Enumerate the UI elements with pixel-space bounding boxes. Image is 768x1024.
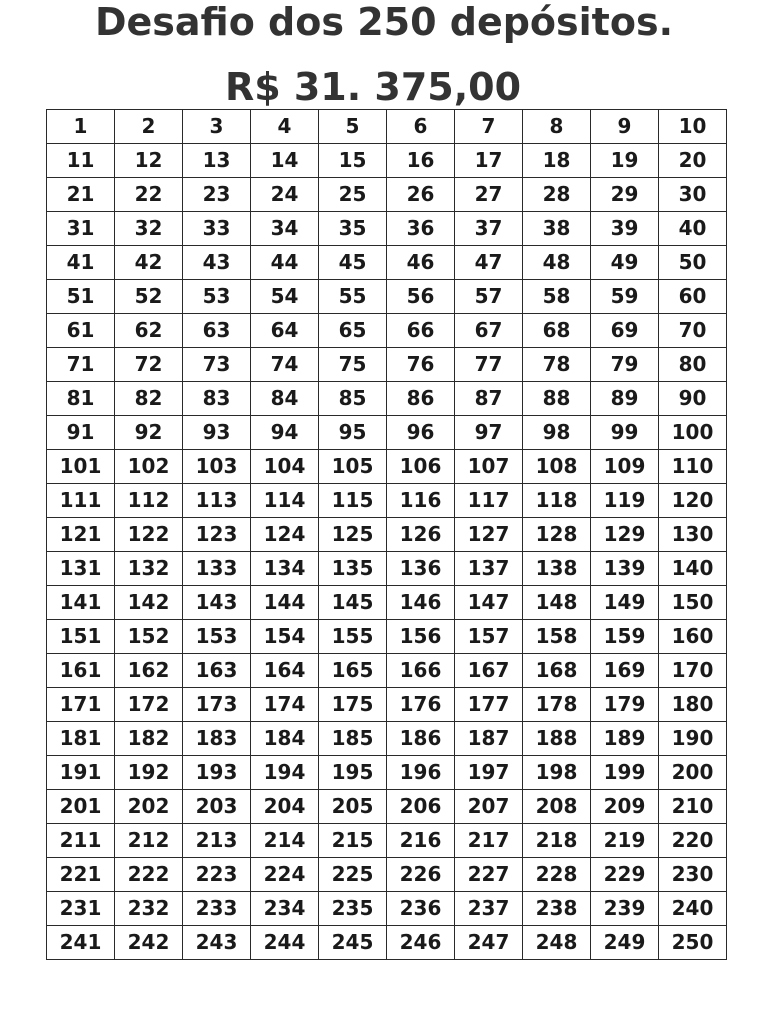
deposit-cell: 231 [47,892,115,926]
deposit-cell: 233 [183,892,251,926]
grid-row [47,892,727,926]
deposit-cell: 10 [659,110,727,144]
deposit-cell: 23 [183,178,251,212]
deposit-cell: 149 [591,586,659,620]
deposit-cell: 182 [115,722,183,756]
deposit-cell: 63 [183,314,251,348]
deposit-cell: 151 [47,620,115,654]
deposit-cell: 54 [251,280,319,314]
grid-row [47,382,727,416]
deposit-cell: 209 [591,790,659,824]
grid-row [47,756,727,790]
deposit-cell: 206 [387,790,455,824]
deposit-cell: 84 [251,382,319,416]
deposit-cell: 192 [115,756,183,790]
deposit-cell: 155 [319,620,387,654]
grid-row [47,144,727,178]
deposit-cell: 145 [319,586,387,620]
deposit-cell: 85 [319,382,387,416]
deposit-cell: 7 [455,110,523,144]
deposit-cell: 127 [455,518,523,552]
deposit-cell: 232 [115,892,183,926]
page-title: Desafio dos 250 depósitos. [94,0,674,44]
deposit-cell: 142 [115,586,183,620]
deposit-cell: 243 [183,926,251,960]
deposit-cell: 140 [659,552,727,586]
deposit-cell: 13 [183,144,251,178]
deposit-cell: 136 [387,552,455,586]
deposit-cell: 204 [251,790,319,824]
deposit-cell: 39 [591,212,659,246]
deposit-cell: 14 [251,144,319,178]
deposit-cell: 106 [387,450,455,484]
deposit-cell: 55 [319,280,387,314]
deposit-cell: 213 [183,824,251,858]
grid-row [47,314,727,348]
deposit-cell: 71 [47,348,115,382]
deposit-cell: 52 [115,280,183,314]
deposit-cell: 171 [47,688,115,722]
deposit-cell: 29 [591,178,659,212]
deposit-cell: 161 [47,654,115,688]
deposit-cell: 172 [115,688,183,722]
deposit-cell: 126 [387,518,455,552]
deposit-cell: 51 [47,280,115,314]
grid-row [47,858,727,892]
deposit-cell: 38 [523,212,591,246]
deposit-cell: 177 [455,688,523,722]
deposit-cell: 163 [183,654,251,688]
grid-row [47,416,727,450]
deposit-cell: 11 [47,144,115,178]
deposit-cell: 110 [659,450,727,484]
deposit-cell: 60 [659,280,727,314]
deposit-cell: 8 [523,110,591,144]
deposit-cell: 181 [47,722,115,756]
deposit-cell: 184 [251,722,319,756]
deposit-cell: 196 [387,756,455,790]
deposit-cell: 70 [659,314,727,348]
deposit-cell: 185 [319,722,387,756]
deposit-cell: 150 [659,586,727,620]
deposit-cell: 92 [115,416,183,450]
deposit-cell: 236 [387,892,455,926]
deposit-cell: 159 [591,620,659,654]
deposit-cell: 144 [251,586,319,620]
grid-row [47,450,727,484]
deposit-cell: 162 [115,654,183,688]
deposit-cell: 132 [115,552,183,586]
deposit-cell: 47 [455,246,523,280]
grid-row [47,824,727,858]
deposit-cell: 211 [47,824,115,858]
deposit-cell: 141 [47,586,115,620]
deposit-cell: 249 [591,926,659,960]
deposit-cell: 205 [319,790,387,824]
deposit-cell: 240 [659,892,727,926]
grid-row [47,620,727,654]
deposit-cell: 26 [387,178,455,212]
deposit-cell: 186 [387,722,455,756]
deposit-cell: 34 [251,212,319,246]
deposit-cell: 20 [659,144,727,178]
deposit-cell: 203 [183,790,251,824]
deposit-cell: 208 [523,790,591,824]
deposit-cell: 176 [387,688,455,722]
deposit-cell: 6 [387,110,455,144]
deposit-cell: 128 [523,518,591,552]
deposit-cell: 118 [523,484,591,518]
deposit-cell: 109 [591,450,659,484]
deposit-cell: 193 [183,756,251,790]
deposit-cell: 50 [659,246,727,280]
deposit-cell: 241 [47,926,115,960]
grid-row [47,552,727,586]
deposit-cell: 220 [659,824,727,858]
deposit-cell: 246 [387,926,455,960]
deposit-cell: 121 [47,518,115,552]
deposit-cell: 214 [251,824,319,858]
deposit-cell: 95 [319,416,387,450]
deposit-cell: 219 [591,824,659,858]
deposit-cell: 46 [387,246,455,280]
deposit-cell: 143 [183,586,251,620]
deposit-cell: 199 [591,756,659,790]
deposit-cell: 160 [659,620,727,654]
deposit-cell: 5 [319,110,387,144]
deposit-cell: 100 [659,416,727,450]
deposit-cell: 197 [455,756,523,790]
deposit-cell: 89 [591,382,659,416]
deposit-cell: 77 [455,348,523,382]
grid-row [47,790,727,824]
deposit-cell: 87 [455,382,523,416]
deposit-cell: 88 [523,382,591,416]
deposit-cell: 154 [251,620,319,654]
deposit-cell: 17 [455,144,523,178]
deposit-cell: 248 [523,926,591,960]
deposit-cell: 73 [183,348,251,382]
deposit-cell: 66 [387,314,455,348]
deposit-cell: 116 [387,484,455,518]
deposit-cell: 78 [523,348,591,382]
deposit-cell: 175 [319,688,387,722]
deposit-cell: 189 [591,722,659,756]
deposit-cell: 117 [455,484,523,518]
grid-row [47,110,727,144]
deposit-cell: 27 [455,178,523,212]
deposit-cell: 216 [387,824,455,858]
deposit-cell: 195 [319,756,387,790]
deposit-cell: 64 [251,314,319,348]
deposit-cell: 107 [455,450,523,484]
deposit-cell: 217 [455,824,523,858]
deposit-cell: 156 [387,620,455,654]
deposit-cell: 105 [319,450,387,484]
deposit-cell: 69 [591,314,659,348]
deposit-cell: 62 [115,314,183,348]
deposit-cell: 245 [319,926,387,960]
deposit-cell: 164 [251,654,319,688]
deposit-cell: 101 [47,450,115,484]
deposit-cell: 59 [591,280,659,314]
deposit-cell: 4 [251,110,319,144]
deposit-cell: 227 [455,858,523,892]
deposit-cell: 58 [523,280,591,314]
deposit-cell: 168 [523,654,591,688]
deposit-cell: 247 [455,926,523,960]
deposit-cell: 153 [183,620,251,654]
deposit-cell: 167 [455,654,523,688]
deposit-cell: 98 [523,416,591,450]
deposit-cell: 45 [319,246,387,280]
grid-row [47,246,727,280]
deposit-cell: 115 [319,484,387,518]
deposit-cell: 210 [659,790,727,824]
deposit-cell: 165 [319,654,387,688]
deposit-cell: 75 [319,348,387,382]
deposit-cell: 138 [523,552,591,586]
deposit-cell: 25 [319,178,387,212]
deposit-cell: 99 [591,416,659,450]
deposit-cell: 146 [387,586,455,620]
deposit-cell: 16 [387,144,455,178]
deposit-cell: 41 [47,246,115,280]
deposit-cell: 237 [455,892,523,926]
deposit-cell: 187 [455,722,523,756]
deposit-cell: 229 [591,858,659,892]
deposit-cell: 148 [523,586,591,620]
deposit-cell: 130 [659,518,727,552]
deposit-cell: 42 [115,246,183,280]
deposit-cell: 90 [659,382,727,416]
grid-row [47,722,727,756]
deposit-cell: 96 [387,416,455,450]
deposit-cell: 170 [659,654,727,688]
deposit-cell: 190 [659,722,727,756]
deposit-cell: 18 [523,144,591,178]
deposit-cell: 33 [183,212,251,246]
deposit-cell: 152 [115,620,183,654]
deposit-cell: 36 [387,212,455,246]
deposit-cell: 238 [523,892,591,926]
grid-row [47,688,727,722]
deposit-cell: 122 [115,518,183,552]
deposit-cell: 12 [115,144,183,178]
deposit-cell: 103 [183,450,251,484]
deposit-cell: 120 [659,484,727,518]
grid-row [47,280,727,314]
deposit-cell: 157 [455,620,523,654]
deposit-cell: 180 [659,688,727,722]
grid-row [47,926,727,960]
deposit-cell: 183 [183,722,251,756]
deposit-cell: 250 [659,926,727,960]
deposit-cell: 112 [115,484,183,518]
deposit-cell: 21 [47,178,115,212]
deposit-cell: 83 [183,382,251,416]
deposit-cell: 108 [523,450,591,484]
deposit-cell: 133 [183,552,251,586]
deposit-cell: 194 [251,756,319,790]
deposit-cell: 234 [251,892,319,926]
deposit-cell: 67 [455,314,523,348]
grid-row [47,484,727,518]
deposit-cell: 173 [183,688,251,722]
deposit-cell: 79 [591,348,659,382]
grid-row [47,178,727,212]
deposit-cell: 1 [47,110,115,144]
deposit-cell: 129 [591,518,659,552]
deposit-cell: 124 [251,518,319,552]
deposit-cell: 221 [47,858,115,892]
deposit-cell: 198 [523,756,591,790]
deposit-cell: 24 [251,178,319,212]
deposit-cell: 235 [319,892,387,926]
deposit-cell: 94 [251,416,319,450]
deposit-cell: 61 [47,314,115,348]
deposit-cell: 35 [319,212,387,246]
deposit-cell: 174 [251,688,319,722]
deposit-cell: 123 [183,518,251,552]
deposit-cell: 48 [523,246,591,280]
deposit-cell: 223 [183,858,251,892]
deposit-cell: 125 [319,518,387,552]
deposit-cell: 91 [47,416,115,450]
deposit-cell: 215 [319,824,387,858]
deposit-cell: 31 [47,212,115,246]
deposit-cell: 201 [47,790,115,824]
deposit-cell: 244 [251,926,319,960]
deposit-cell: 49 [591,246,659,280]
deposit-cell: 97 [455,416,523,450]
deposit-cell: 222 [115,858,183,892]
deposit-cell: 119 [591,484,659,518]
deposit-cell: 74 [251,348,319,382]
deposit-cell: 40 [659,212,727,246]
deposit-cell: 230 [659,858,727,892]
deposit-cell: 137 [455,552,523,586]
deposit-cell: 179 [591,688,659,722]
grid-row [47,654,727,688]
deposit-cell: 218 [523,824,591,858]
deposit-cell: 188 [523,722,591,756]
deposit-cell: 200 [659,756,727,790]
deposit-cell: 207 [455,790,523,824]
deposit-cell: 86 [387,382,455,416]
deposit-cell: 15 [319,144,387,178]
deposit-cell: 169 [591,654,659,688]
deposit-cell: 53 [183,280,251,314]
deposit-grid-body [47,110,727,960]
deposit-cell: 28 [523,178,591,212]
deposit-cell: 2 [115,110,183,144]
grid-row [47,212,727,246]
deposit-cell: 3 [183,110,251,144]
deposit-cell: 82 [115,382,183,416]
deposit-cell: 131 [47,552,115,586]
deposit-cell: 65 [319,314,387,348]
deposit-cell: 158 [523,620,591,654]
deposit-cell: 22 [115,178,183,212]
deposit-cell: 242 [115,926,183,960]
deposit-cell: 239 [591,892,659,926]
deposit-cell: 212 [115,824,183,858]
deposit-cell: 30 [659,178,727,212]
deposit-cell: 68 [523,314,591,348]
deposit-cell: 226 [387,858,455,892]
deposit-cell: 166 [387,654,455,688]
deposit-cell: 114 [251,484,319,518]
deposit-cell: 134 [251,552,319,586]
grid-row [47,348,727,382]
deposit-cell: 80 [659,348,727,382]
deposit-cell: 56 [387,280,455,314]
grid-row [47,586,727,620]
deposit-cell: 9 [591,110,659,144]
challenge-total: R$ 31. 375,00 [224,65,522,109]
deposit-cell: 37 [455,212,523,246]
deposit-cell: 113 [183,484,251,518]
deposit-cell: 102 [115,450,183,484]
deposit-grid [46,109,727,960]
deposit-cell: 93 [183,416,251,450]
deposit-cell: 76 [387,348,455,382]
deposit-cell: 191 [47,756,115,790]
grid-row [47,518,727,552]
deposit-cell: 72 [115,348,183,382]
deposit-cell: 111 [47,484,115,518]
deposit-cell: 202 [115,790,183,824]
deposit-cell: 57 [455,280,523,314]
deposit-cell: 178 [523,688,591,722]
deposit-cell: 32 [115,212,183,246]
deposit-cell: 44 [251,246,319,280]
deposit-cell: 81 [47,382,115,416]
deposit-cell: 228 [523,858,591,892]
deposit-cell: 104 [251,450,319,484]
deposit-cell: 135 [319,552,387,586]
deposit-cell: 139 [591,552,659,586]
deposit-cell: 43 [183,246,251,280]
deposit-cell: 224 [251,858,319,892]
deposit-cell: 225 [319,858,387,892]
deposit-cell: 147 [455,586,523,620]
deposit-cell: 19 [591,144,659,178]
